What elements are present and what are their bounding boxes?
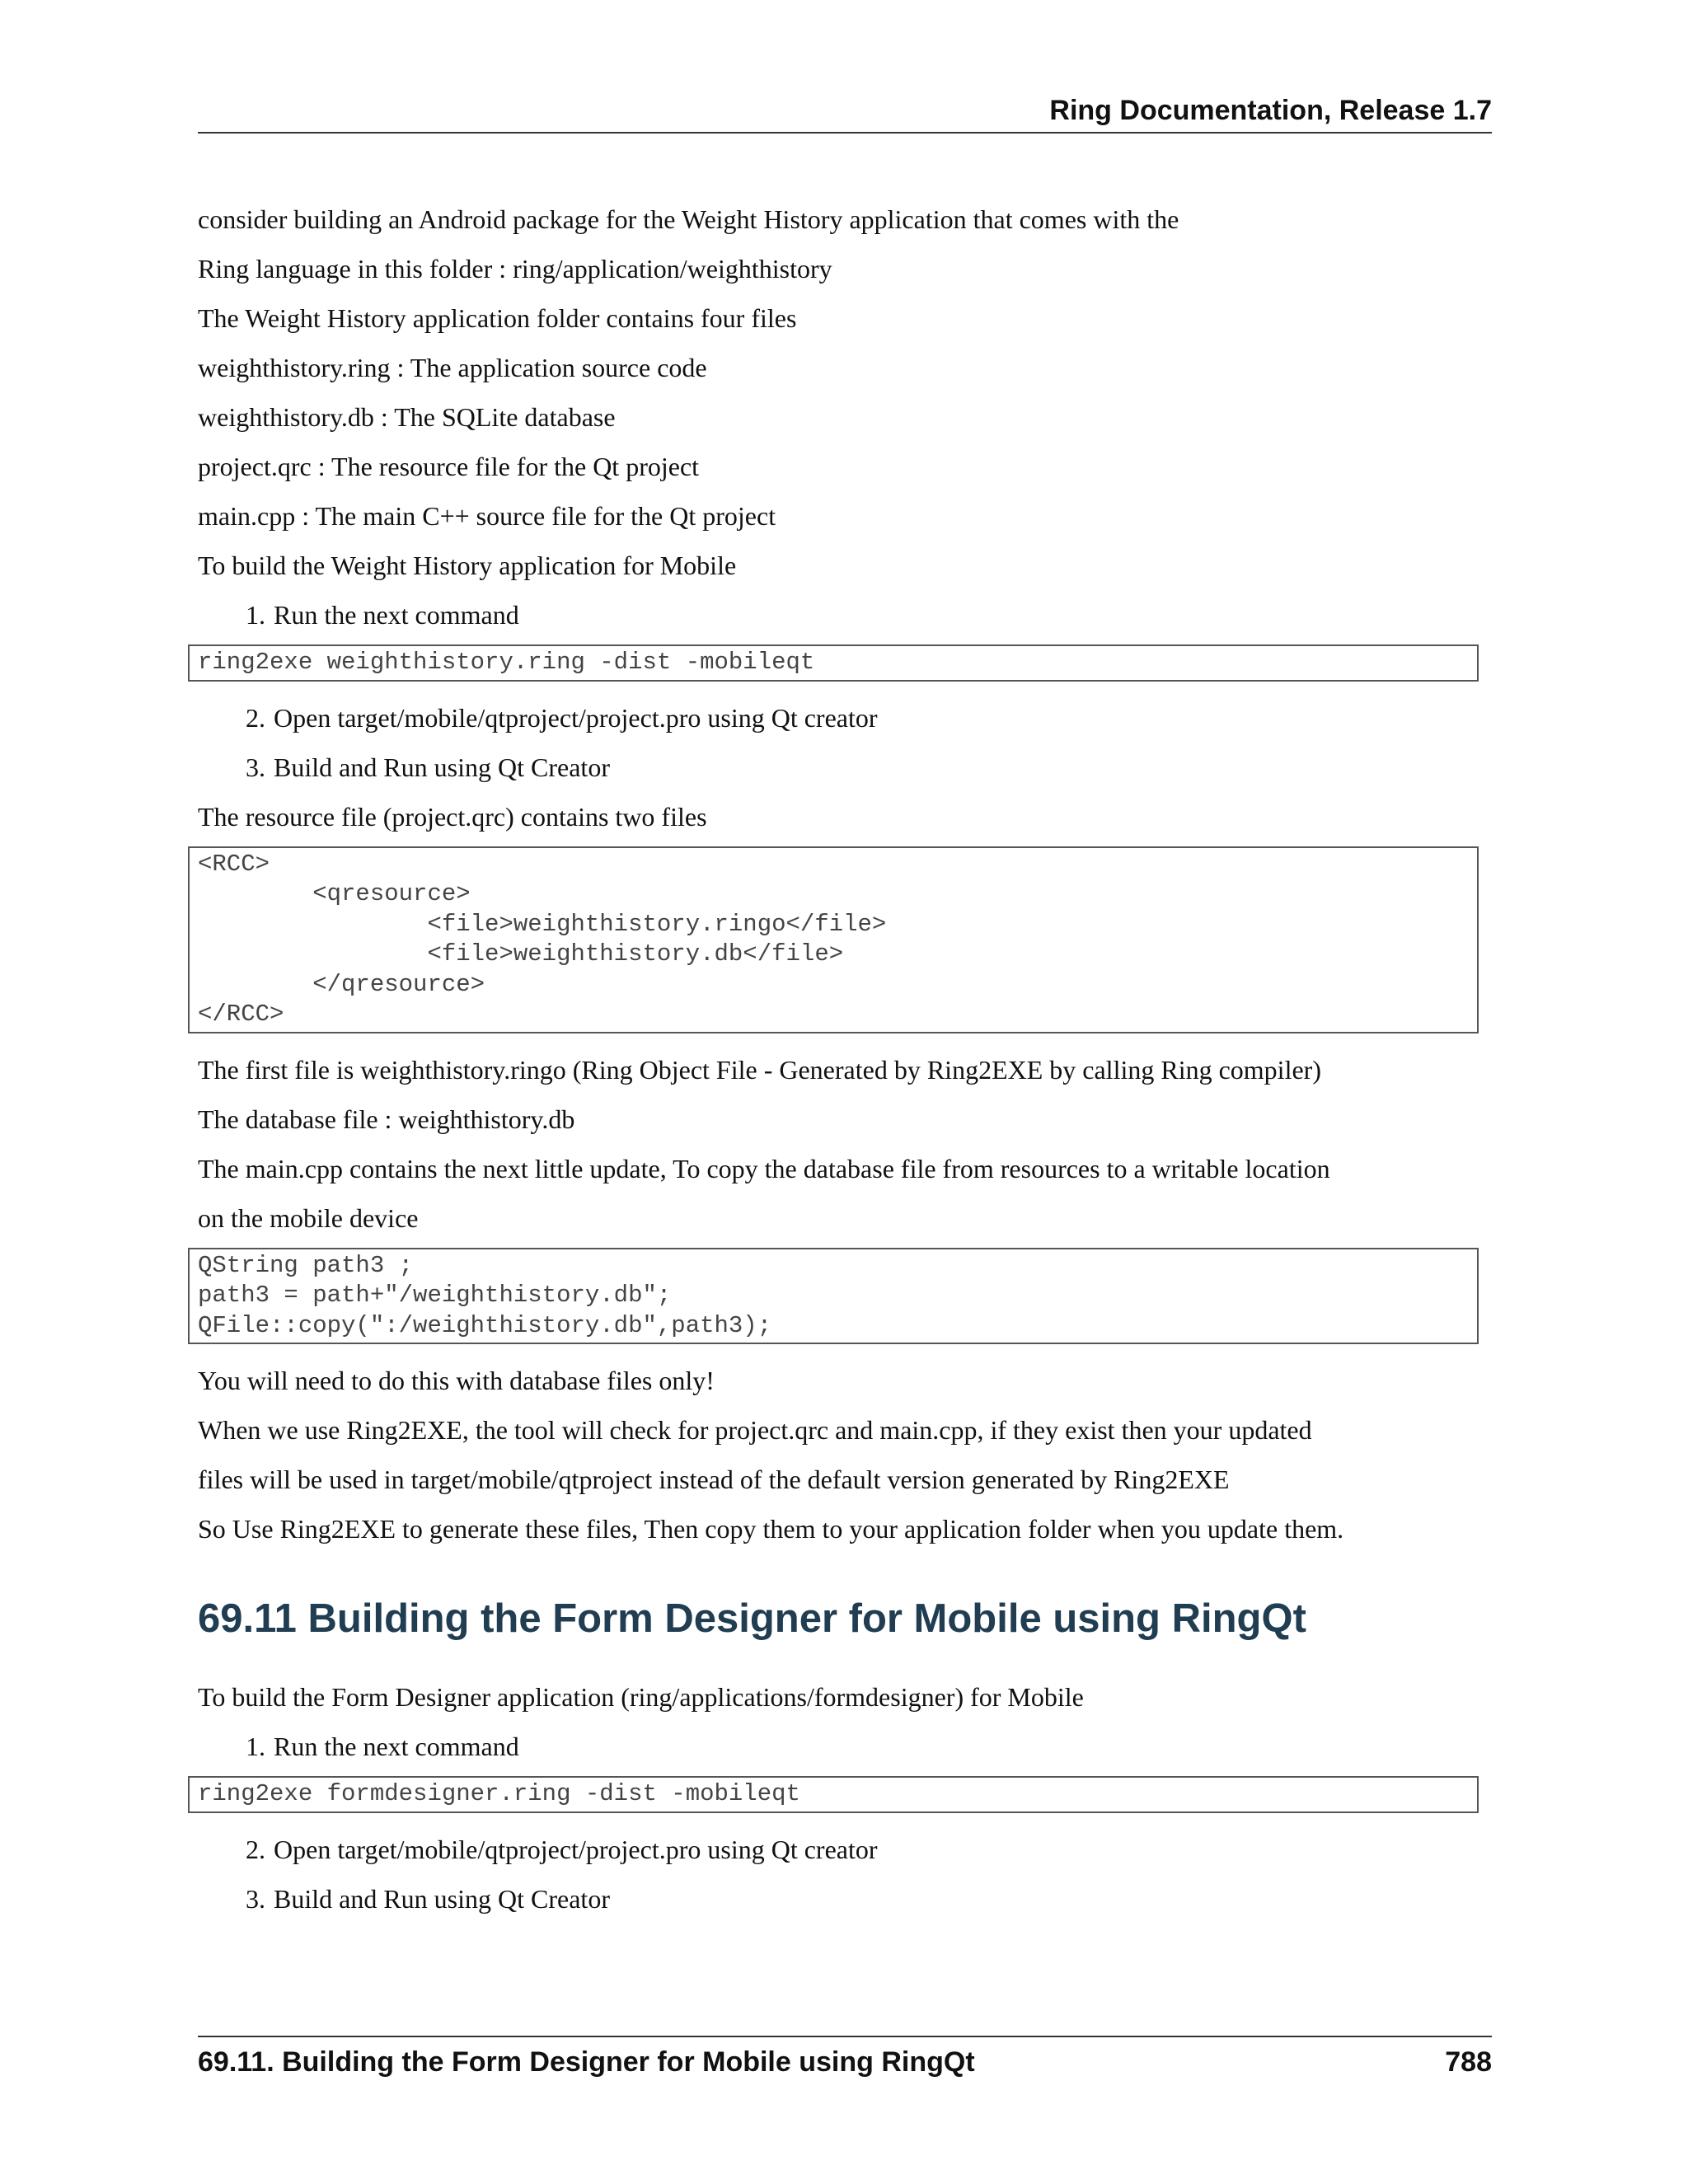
page-footer [198, 2036, 1492, 2095]
paragraph: To build the Form Designer application (ring/applications/formdesigner) for Mobile [198, 1682, 1084, 1712]
code-block [188, 846, 1479, 1033]
code-line: <file>weighthistory.ringo</file> [198, 910, 887, 938]
page-number: 788 [1445, 2046, 1492, 2078]
code-line: ring2exe weighthistory.ring -dist -mobileqt [198, 649, 815, 676]
paragraph: The resource file (project.qrc) contains two files [198, 801, 707, 832]
code-line: QString path3 ; [198, 1251, 414, 1279]
list-text: Build and Run using Qt Creator [274, 752, 610, 782]
code-line: <RCC> [198, 850, 270, 878]
code-line: </qresource> [198, 970, 485, 998]
list-number: 1. [246, 600, 265, 630]
list-text: Open target/mobile/qtproject/project.pro using Qt creator [274, 702, 878, 733]
paragraph: consider building an Android package for the Weight History application that comes with the [198, 204, 1179, 234]
list-text: Open target/mobile/qtproject/project.pro using Qt creator [274, 1834, 878, 1864]
paragraph: So Use Ring2EXE to generate these files, Then copy them to your application folder when you update them. [198, 1514, 1344, 1544]
list-text: Build and Run using Qt Creator [274, 1883, 610, 1914]
page-header [198, 92, 1492, 134]
list-number: 3. [246, 1883, 265, 1914]
footer-title: 69.11. Building the Form Designer for Mobile using RingQt [198, 2046, 975, 2078]
paragraph: The database file : weighthistory.db [198, 1104, 575, 1134]
code-line: <qresource> [198, 880, 471, 907]
code-line: QFile::copy(":/weighthistory.db",path3); [198, 1311, 772, 1339]
paragraph: weighthistory.db : The SQLite database [198, 402, 616, 432]
code-line: ring2exe formdesigner.ring -dist -mobileqt [198, 1780, 800, 1807]
paragraph: The Weight History application folder contains four files [198, 303, 797, 333]
paragraph: When we use Ring2EXE, the tool will check for project.qrc and main.cpp, if they exist then your updated [198, 1415, 1312, 1445]
paragraph: The main.cpp contains the next little update, To copy the database file from resources to a writable location [198, 1153, 1330, 1183]
paragraph: Ring language in this folder : ring/application/weighthistory [198, 254, 832, 284]
paragraph: project.qrc : The resource file for the Qt project [198, 452, 700, 481]
list-item [198, 693, 1508, 743]
list-item [198, 1722, 1508, 1771]
paragraph: on the mobile device [198, 1202, 419, 1233]
list-number: 2. [246, 702, 265, 733]
paragraph: To build the Weight History application for Mobile [198, 551, 737, 580]
list-number: 2. [246, 1834, 265, 1864]
paragraph: main.cpp : The main C++ source file for the Qt project [198, 501, 776, 531]
list-text: Run the next command [274, 600, 519, 630]
list-item [198, 1825, 1508, 1874]
code-block [188, 644, 1479, 682]
list-item [198, 590, 1508, 640]
page-content [198, 194, 1508, 1924]
section-heading: 69.11 Building the Form Designer for Mobile using RingQt [198, 1596, 1306, 1641]
paragraph: You will need to do this with database files only! [198, 1366, 715, 1395]
list-text: Run the next command [274, 1732, 519, 1761]
list-item [198, 1874, 1508, 1924]
header-title: Ring Documentation, Release 1.7 [1049, 95, 1492, 126]
code-block [188, 1776, 1479, 1813]
code-line: path3 = path+"/weighthistory.db"; [198, 1282, 672, 1309]
paragraph: weighthistory.ring : The application source code [198, 353, 707, 382]
code-line: <file>weighthistory.db</file> [198, 940, 844, 968]
code-line: </RCC> [198, 1001, 284, 1028]
code-block [188, 1248, 1479, 1345]
list-item [198, 743, 1508, 792]
list-number: 3. [246, 752, 265, 782]
paragraph: The first file is weighthistory.ringo (Ring Object File - Generated by Ring2EXE by calling Ring compiler) [198, 1054, 1321, 1085]
paragraph: files will be used in target/mobile/qtproject instead of the default version generated by Ring2EXE [198, 1465, 1230, 1494]
list-number: 1. [246, 1732, 265, 1761]
